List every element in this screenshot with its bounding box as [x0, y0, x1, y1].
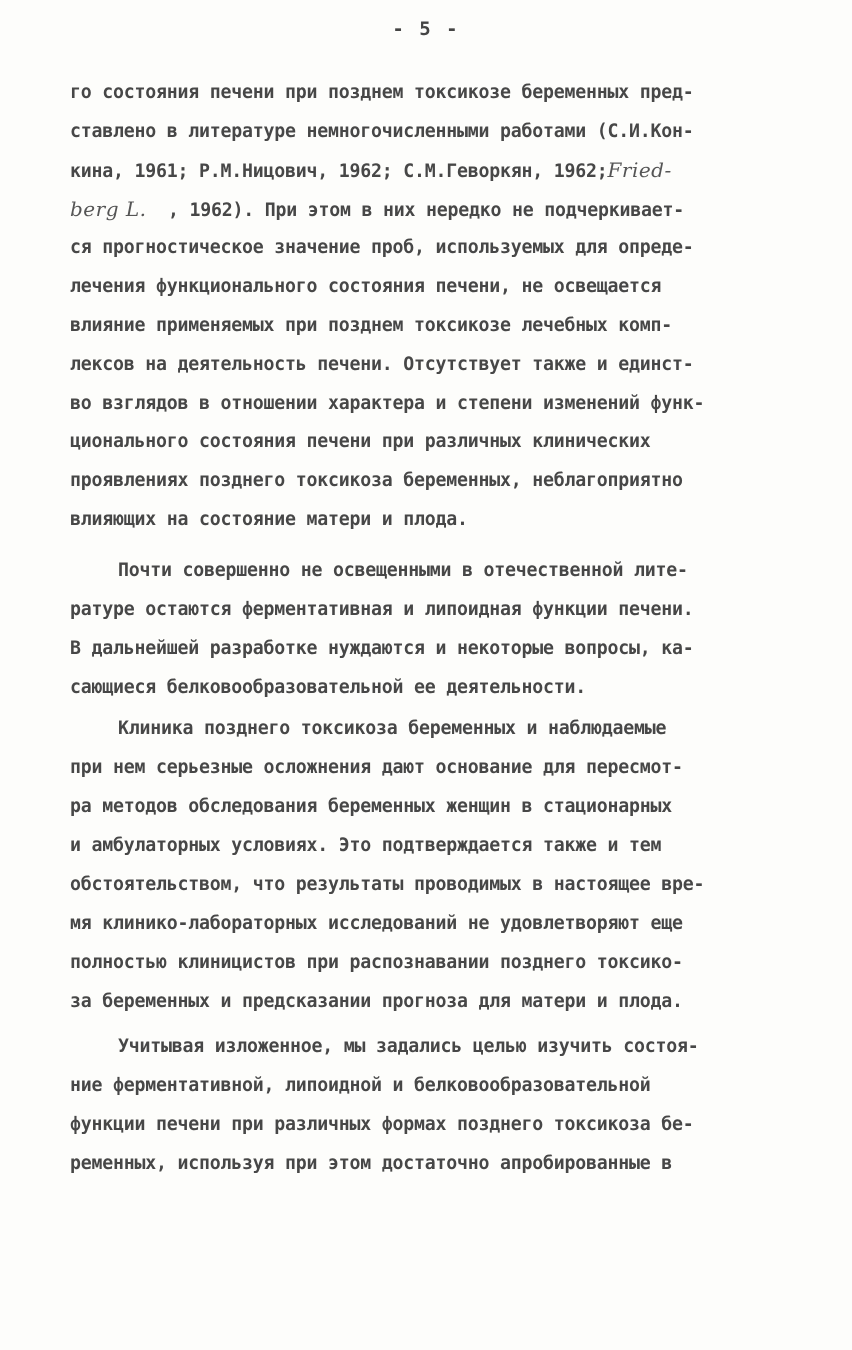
page-number: - 5 - [392, 18, 460, 40]
text-line: ся прогностическое значение проб, используемых для опреде- [70, 237, 694, 258]
text-line: за беременных и предсказании прогноза для матери и плода. [70, 991, 683, 1012]
text-line: го состояния печени при позднем токсикозе беременных пред- [70, 82, 694, 103]
text-line [70, 157, 672, 185]
text-line: В дальнейшей разработке нуждаются и некоторые вопросы, ка- [70, 638, 694, 659]
text-line: лечения функционального состояния печени, не освещается [70, 276, 662, 297]
text-line: ратуре остаются ферментативная и липоидная функции печени. [70, 599, 694, 620]
text-line: ционального состояния печени при различных клинических [70, 431, 651, 452]
text-line: мя клинико-лабораторных исследований не удовлетворяют еще [70, 913, 683, 934]
text-line: лексов на деятельность печени. Отсутствует также и единст- [70, 354, 694, 375]
text-line: ние ферментативной, липоидной и белковообразовательной [70, 1075, 651, 1096]
text-line-segment: кина, 1961; Р.М.Ницович, 1962; С.М.Геворкян, 1962; [70, 161, 608, 182]
text-line: ра методов обследования беременных женщин в стационарных [70, 796, 672, 817]
text-line: влияние применяемых при позднем токсикозе лечебных комп- [70, 315, 672, 336]
text-line: ставлено в литературе немногочисленными работами (С.И.Кон- [70, 121, 694, 142]
handwritten-insertion: berg L. [70, 197, 147, 221]
text-line: влияющих на состояние матери и плода. [70, 509, 468, 530]
text-line: проявлениях позднего токсикоза беременных, неблагоприятно [70, 470, 683, 491]
text-line: Почти совершенно не освещенными в отечественной лите- [118, 560, 688, 581]
text-line: функции печени при различных формах позднего токсикоза бе- [70, 1114, 694, 1135]
text-line: Клиника позднего токсикоза беременных и наблюдаемые [118, 718, 667, 739]
text-line: при нем серьезные осложнения дают основание для пересмот- [70, 757, 683, 778]
text-line: во взглядов в отношении характера и степени изменений функ- [70, 393, 705, 414]
text-line: ременных, используя при этом достаточно апробированные в [70, 1153, 672, 1174]
text-line: и амбулаторных условиях. Это подтверждается также и тем [70, 835, 662, 856]
text-line-segment: , 1962). При этом в них нередко не подчеркивает- [168, 200, 684, 221]
text-line: Учитывая изложенное, мы задались целью изучить состоя- [118, 1036, 699, 1057]
text-line: сающиеся белковообразовательной ее деятельности. [70, 677, 586, 698]
handwritten-insertion: Fried- [607, 158, 672, 182]
text-line: обстоятельством, что результаты проводимых в настоящее вре- [70, 874, 705, 895]
text-line [70, 196, 684, 224]
text-line: полностью клиницистов при распознавании позднего токсико- [70, 952, 683, 973]
